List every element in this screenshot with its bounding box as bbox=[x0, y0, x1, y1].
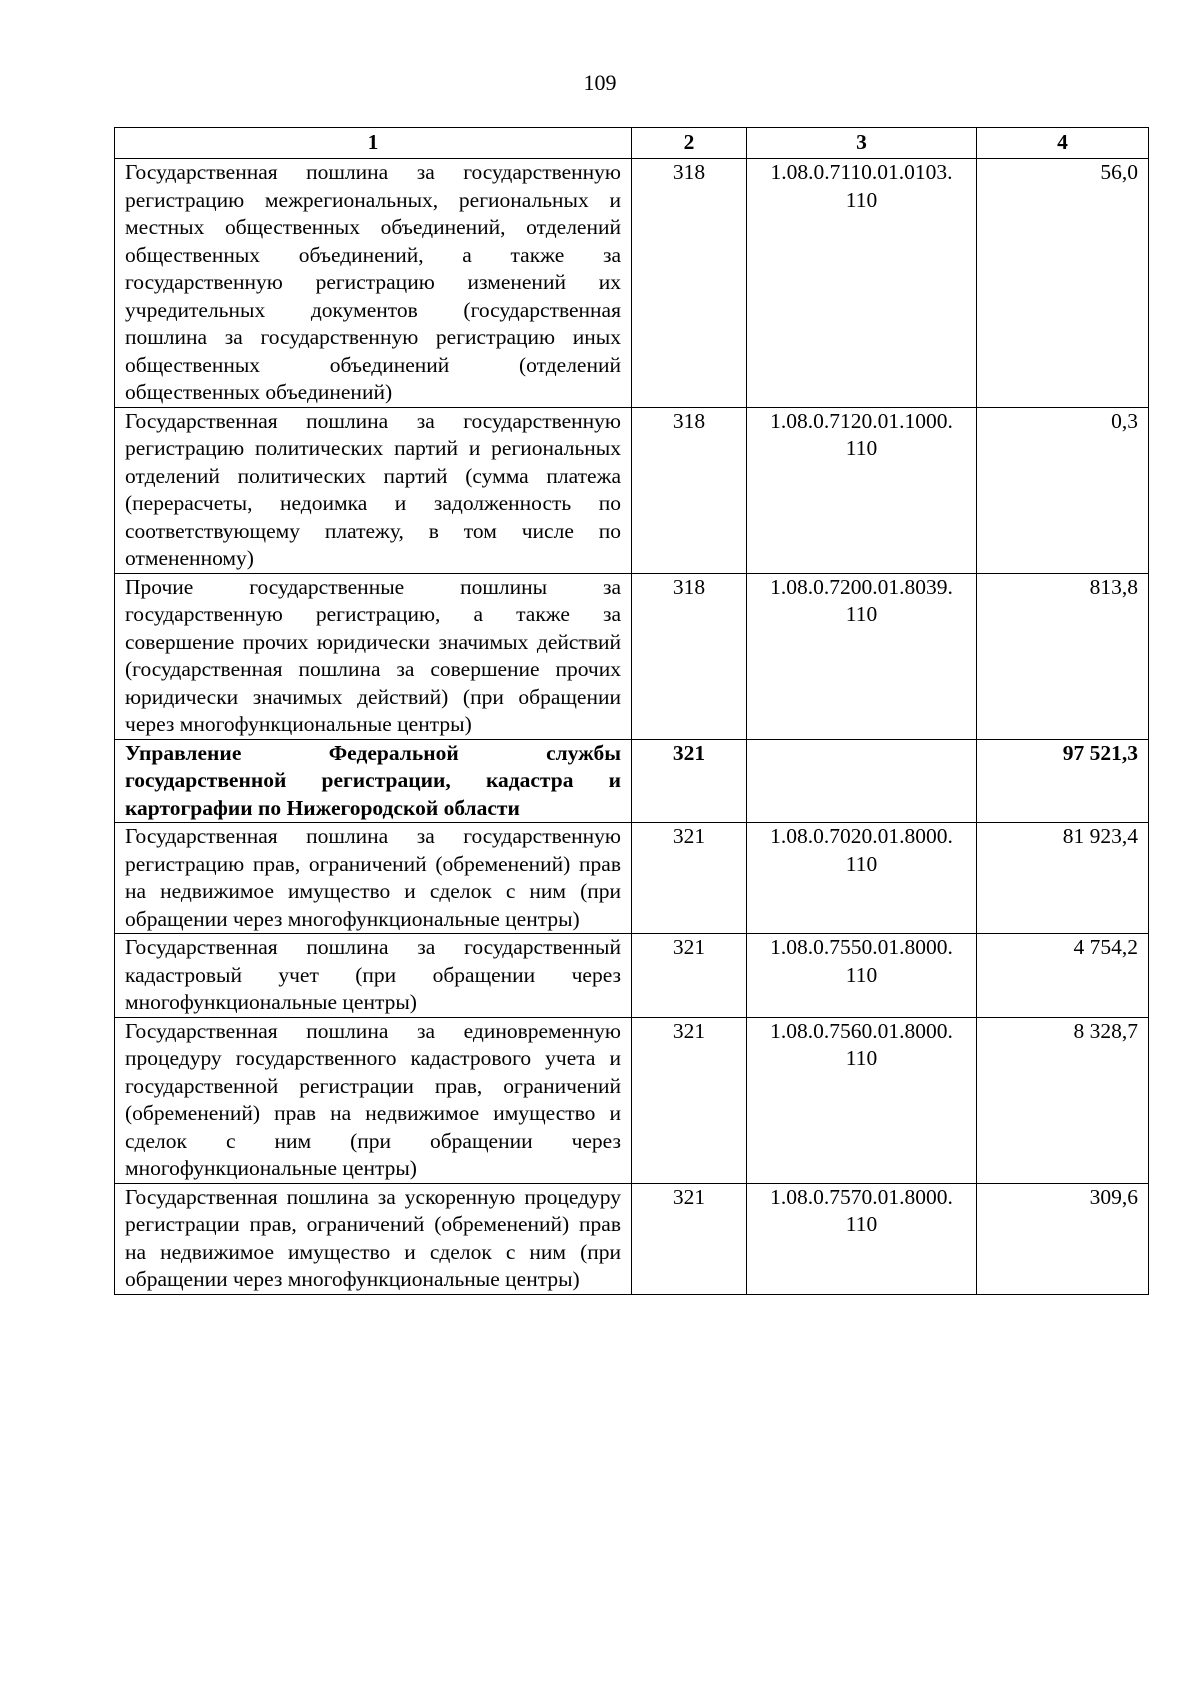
classification-code: 1.08.0.7550.01.8000. 110 bbox=[747, 934, 977, 1018]
classification-code: 1.08.0.7110.01.0103. 110 bbox=[747, 159, 977, 408]
column-header-1: 1 bbox=[115, 128, 632, 159]
table-row bbox=[115, 1183, 1149, 1294]
revenue-name: Государственная пошлина за государственную регистрацию политических партий и региональных отделений политических партий (сумма платежа (перерасчеты, недоимка и задолженность по соответствующему платежу, в том числе по отмененному) bbox=[115, 407, 632, 573]
header-row bbox=[115, 128, 1149, 159]
classification-code: 1.08.0.7020.01.8000. 110 bbox=[747, 823, 977, 934]
classification-code: 1.08.0.7200.01.8039. 110 bbox=[747, 573, 977, 739]
classification-code: 1.08.0.7120.01.1000. 110 bbox=[747, 407, 977, 573]
amount: 309,6 bbox=[977, 1183, 1149, 1294]
amount: 81 923,4 bbox=[977, 823, 1149, 934]
amount: 97 521,3 bbox=[977, 739, 1149, 823]
administrator-code: 318 bbox=[632, 407, 747, 573]
classification-code: 1.08.0.7560.01.8000. 110 bbox=[747, 1017, 977, 1183]
table-row bbox=[115, 823, 1149, 934]
administrator-code: 321 bbox=[632, 934, 747, 1018]
table-header bbox=[115, 128, 1149, 159]
amount: 4 754,2 bbox=[977, 934, 1149, 1018]
revenue-name: Государственная пошлина за государственный кадастровый учет (при обращении через многофункциональные центры) bbox=[115, 934, 632, 1018]
column-header-3: 3 bbox=[747, 128, 977, 159]
revenue-name: Государственная пошлина за единовременную процедуру государственного кадастрового учета и государственной регистрации прав, ограничений (обременений) прав на недвижимое имущество и сделок с ним (при обращении через многофункциональные центры) bbox=[115, 1017, 632, 1183]
revenue-name: Государственная пошлина за государственную регистрацию прав, ограничений (обременений) прав на недвижимое имущество и сделок с ним (при обращении через многофункциональные центры) bbox=[115, 823, 632, 934]
revenue-name: Государственная пошлина за ускоренную процедуру регистрации прав, ограничений (обременений) прав на недвижимое имущество и сделок с ним (при обращении через многофункциональные центры) bbox=[115, 1183, 632, 1294]
classification-code: 1.08.0.7570.01.8000. 110 bbox=[747, 1183, 977, 1294]
table-row bbox=[115, 573, 1149, 739]
classification-code bbox=[747, 739, 977, 823]
administrator-code: 321 bbox=[632, 823, 747, 934]
amount: 56,0 bbox=[977, 159, 1149, 408]
administrator-code: 321 bbox=[632, 1183, 747, 1294]
administrator-code: 318 bbox=[632, 159, 747, 408]
administrator-code: 318 bbox=[632, 573, 747, 739]
table-row bbox=[115, 407, 1149, 573]
revenue-name: Прочие государственные пошлины за государственную регистрацию, а также за совершение прочих юридически значимых действий (государственная пошлина за совершение прочих юридически значимых действий) (при обращении через многофункциональные центры) bbox=[115, 573, 632, 739]
column-header-2: 2 bbox=[632, 128, 747, 159]
table-row bbox=[115, 934, 1149, 1018]
amount: 8 328,7 bbox=[977, 1017, 1149, 1183]
revenue-table bbox=[114, 127, 1149, 1295]
revenue-name: Управление Федеральной службы государственной регистрации, кадастра и картографии по Нижегородской области bbox=[115, 739, 632, 823]
column-header-4: 4 bbox=[977, 128, 1149, 159]
administrator-code: 321 bbox=[632, 1017, 747, 1183]
table-row bbox=[115, 1017, 1149, 1183]
table-row-section-total bbox=[115, 739, 1149, 823]
administrator-code: 321 bbox=[632, 739, 747, 823]
amount: 813,8 bbox=[977, 573, 1149, 739]
page-number: 109 bbox=[583, 70, 617, 95]
table-row bbox=[115, 159, 1149, 408]
table-body bbox=[115, 159, 1149, 1295]
revenue-name: Государственная пошлина за государственную регистрацию межрегиональных, региональных и местных общественных объединений, отделений общественных объединений, а также за государственную регистрацию изменений их учредительных документов (государственная пошлина за государственную регистрацию иных общественных объединений (отделений общественных объединений) bbox=[115, 159, 632, 408]
amount: 0,3 bbox=[977, 407, 1149, 573]
